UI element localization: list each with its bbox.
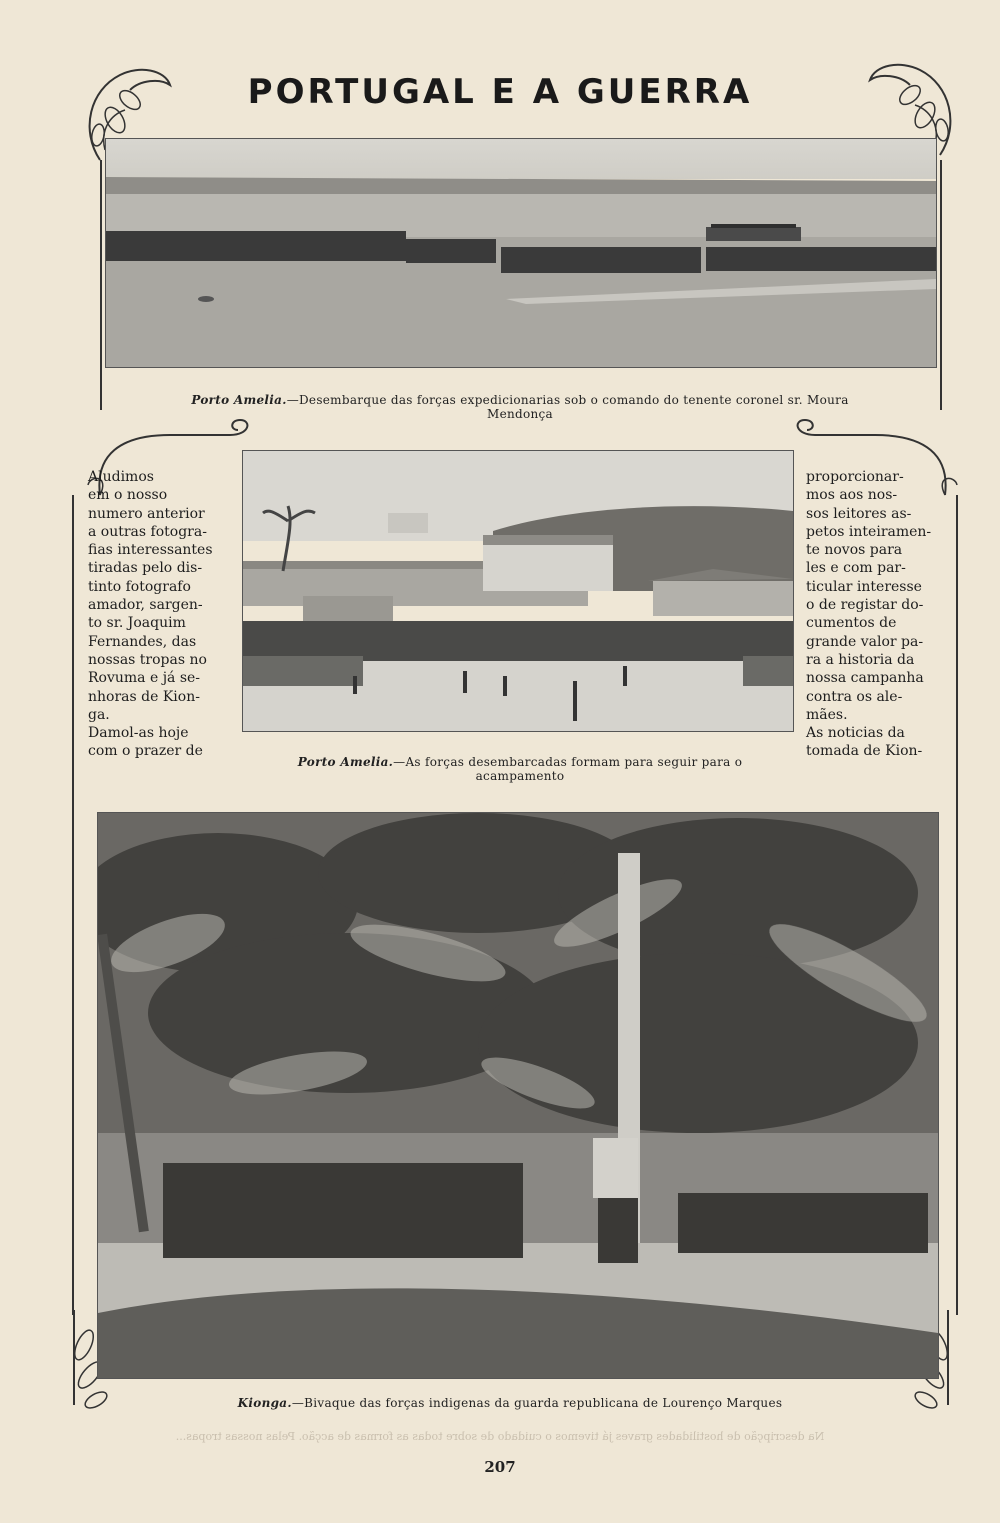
page-number: 207 [484, 1458, 516, 1476]
bleed-through-text: Na descripção de hostilidades graves já tivemos o cuidado de sobre todas as formas de acção. Pelas nossas tropas... [175, 1430, 825, 1443]
photo-2-caption-text: —As forças desembarcadas formam para seguir para o acampamento [393, 755, 743, 783]
photo-1-caption [190, 393, 850, 421]
photo-3-caption-text: —Bivaque das forças indigenas da guarda republicana de Lourenço Marques [291, 1396, 783, 1410]
photo-porto-amelia-landing [105, 138, 937, 368]
article-right-text: proporcionar- mos aos nos- sos leitores as- petos inteiramen- te novos para les e com par- ticular interesse o de registar do- cumentos de grande valor pa- ra a historia da nossa campanha contra os ale- mães. As noticias da tomada de Kion- [806, 469, 932, 760]
frame-right-upper-line [940, 160, 942, 410]
photo-porto-amelia-formation [242, 450, 794, 732]
photo-3-caption [200, 1396, 820, 1410]
photo-3-caption-place: Kionga. [237, 1396, 292, 1410]
photo-1-caption-place: Porto Amelia. [191, 393, 287, 407]
article-right-column [806, 468, 940, 761]
photo-kionga-bivouac [97, 812, 939, 1379]
frame-right-line [956, 495, 958, 1315]
photo-1-caption-text: —Desembarque das forças expedicionarias sob o comando do tenente coronel sr. Moura Mendonça [286, 393, 849, 421]
article-left-column [88, 468, 223, 761]
frame-left-line [72, 495, 74, 1315]
frame-left-upper-line [100, 160, 102, 410]
photo-2-caption-place: Porto Amelia. [297, 755, 394, 769]
page-title: PORTUGAL E A GUERRA [247, 72, 753, 112]
article-left-text: Aludimos em o nosso numero anterior a outras fotogra- fias interessantes tiradas pelo dis- tinto fotografo amador, sargen- to sr. Joaquim Fernandes, das nossas tropas no Rovuma e já se- nhoras de Kion- ga. Damol-as hoje com o prazer de [88, 469, 213, 760]
photo-2-caption [295, 755, 745, 783]
